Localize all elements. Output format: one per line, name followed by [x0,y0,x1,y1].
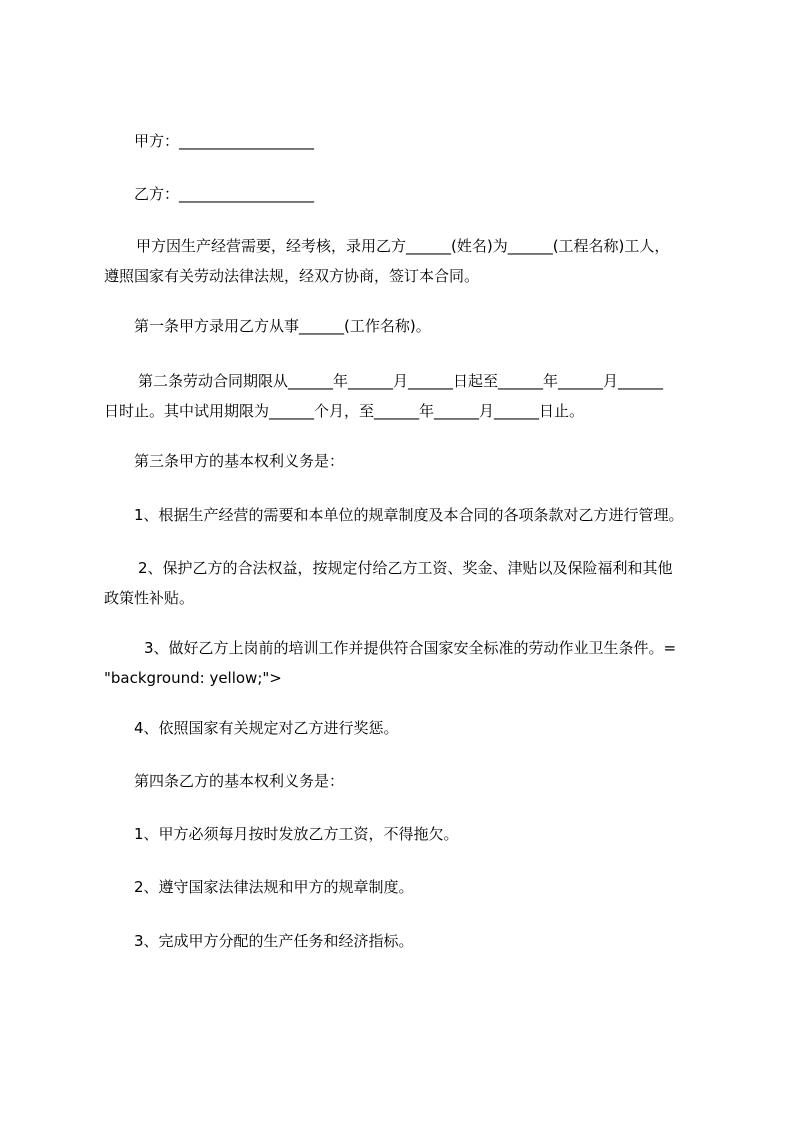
intro-paragraph [104,231,724,291]
article-1-text: 第一条甲方录用乙方从事______(工作名称)。 [134,317,431,335]
intro-line-2: 遵照国家有关劳动法律法规，经双方协商，签订本合同。 [104,267,480,285]
article-3-item-3-line-1: 3、做好乙方上岗前的培训工作并提供符合国家安全标准的劳动作业卫生条件。= [144,639,677,657]
intro-line-1: 甲方因生产经营需要，经考核，录用乙方______(姓名)为______(工程名称)工人， [136,237,670,255]
article-3-item-1 [134,500,754,530]
article-2-line-2: 日时止。其中试用期限为______个月，至______年______月______日止。 [104,402,585,420]
article-4-item-2 [134,872,754,902]
article-1 [134,311,754,341]
article-2-line-1: 第二条劳动合同期限从______年______月______日起至______年______月______ [138,372,664,390]
party-b-line [134,179,754,209]
party-b-text: 乙方：__________________ [134,185,315,203]
article-3-heading [134,446,754,476]
article-2 [104,366,724,426]
article-3-item-4 [134,713,754,743]
article-3-heading-text: 第三条甲方的基本权利义务是： [134,452,345,470]
article-4-item-3 [134,926,754,956]
article-3-item-2-line-2: 政策性补贴。 [104,589,195,607]
article-4-item-1-text: 1、甲方必须每月按时发放乙方工资，不得拖欠。 [134,825,459,843]
article-3-item-1-text: 1、根据生产经营的需要和本单位的规章制度及本合同的各项条款对乙方进行管理。 [134,506,684,524]
article-3-item-2-line-1: 2、保护乙方的合法权益，按规定付给乙方工资、奖金、津贴以及保险福利和其他 [138,559,673,577]
party-a-line [134,126,754,156]
article-3-item-2 [104,553,724,613]
article-3-item-3 [104,633,724,693]
article-4-heading [134,766,754,796]
article-4-item-1 [134,819,754,849]
article-3-item-4-text: 4、依照国家有关规定对乙方进行奖惩。 [134,719,399,737]
article-4-item-3-text: 3、完成甲方分配的生产任务和经济指标。 [134,932,414,950]
article-4-heading-text: 第四条乙方的基本权利义务是： [134,772,345,790]
party-a-text: 甲方：__________________ [134,132,315,150]
article-3-item-3-line-2: "background: yellow;"> [104,669,282,687]
article-4-item-2-text: 2、遵守国家法律法规和甲方的规章制度。 [134,878,414,896]
